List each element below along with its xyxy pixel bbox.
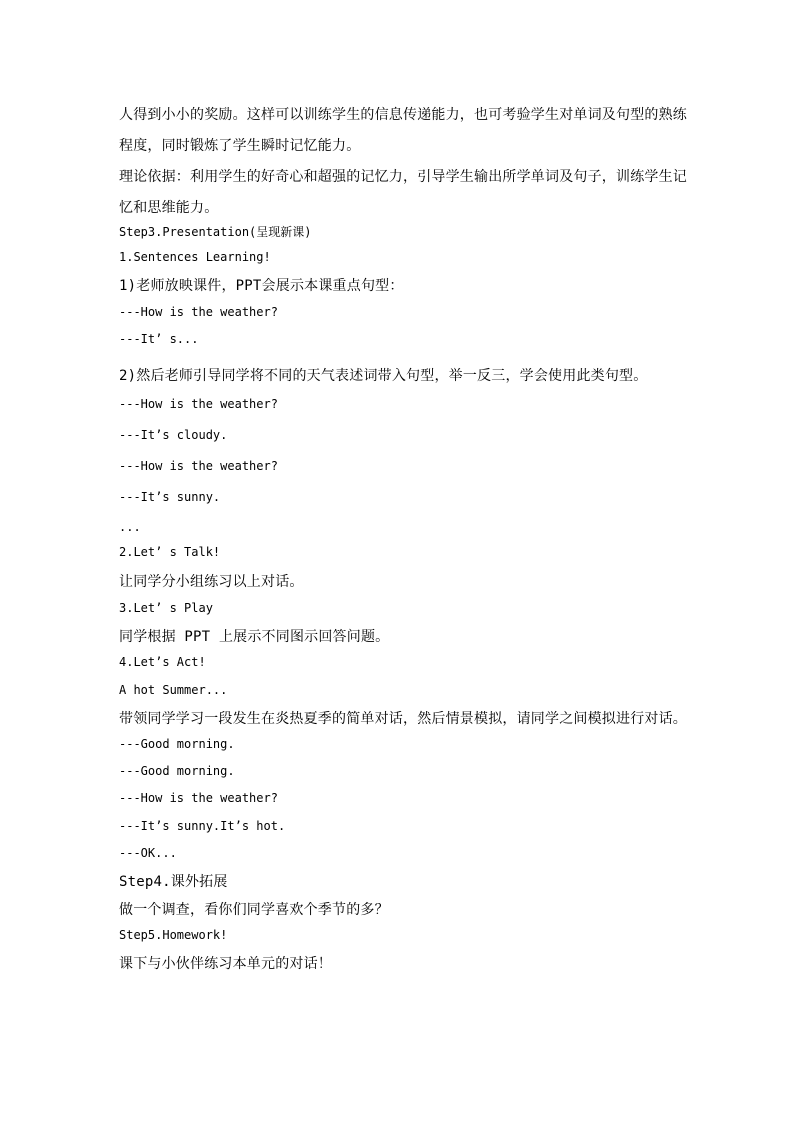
step-heading: Step5.Homework! xyxy=(119,928,228,942)
section-heading: 1.Sentences Learning! xyxy=(119,250,271,264)
paragraph-line: 做一个调查，看你们同学喜欢个季节的多？ xyxy=(119,902,389,918)
subheading: A hot Summer... xyxy=(119,683,228,697)
paragraph-line: 同学根据 PPT 上展示不同图示回答问题。 xyxy=(119,629,390,645)
dialogue-line: ---OK... xyxy=(119,846,177,860)
dialogue-line: ---Good morning. xyxy=(119,764,235,778)
section-heading: 4.Let’s Act! xyxy=(119,655,206,669)
dialogue-line: ---It’s cloudy. xyxy=(119,428,228,442)
paragraph-line: 理论依据：利用学生的好奇心和超强的记忆力，引导学生输出所学单词及句子，训练学生记 xyxy=(119,169,687,185)
dialogue-line: ---How is the weather? xyxy=(119,397,278,411)
dialogue-line: ---Good morning. xyxy=(119,737,235,751)
paragraph-line: 2)然后老师引导同学将不同的天气表述词带入句型，举一反三，学会使用此类句型。 xyxy=(119,368,648,384)
dialogue-line: ---How is the weather? xyxy=(119,459,278,473)
paragraph-line: 让同学分小组练习以上对话。 xyxy=(119,574,304,590)
paragraph-line: 忆和思维能力。 xyxy=(119,200,219,216)
dialogue-line: ---How is the weather? xyxy=(119,305,278,319)
ellipsis-line: ... xyxy=(119,520,141,534)
dialogue-line: ---How is the weather? xyxy=(119,791,278,805)
paragraph-line: 程度，同时锻炼了学生瞬时记忆能力。 xyxy=(119,138,361,154)
section-heading: 3.Let’ s Play xyxy=(119,601,213,615)
step-heading: Step3.Presentation(呈现新课) xyxy=(119,225,312,239)
paragraph-line: 课下与小伙伴练习本单元的对话！ xyxy=(119,956,332,972)
section-heading: 2.Let’ s Talk! xyxy=(119,545,221,559)
paragraph-line: 带领同学学习一段发生在炎热夏季的简单对话，然后情景模拟，请同学之间模拟进行对话。 xyxy=(119,711,687,727)
dialogue-line: ---It’s sunny. xyxy=(119,490,221,504)
paragraph-line: 人得到小小的奖励。这样可以训练学生的信息传递能力，也可考验学生对单词及句型的熟练 xyxy=(119,107,687,123)
paragraph-line: 1)老师放映课件，PPT会展示本课重点句型： xyxy=(119,278,404,294)
step-heading: Step4.课外拓展 xyxy=(119,874,228,890)
dialogue-line: ---It’s sunny.It’s hot. xyxy=(119,819,286,833)
dialogue-line: ---It’ s... xyxy=(119,332,199,346)
